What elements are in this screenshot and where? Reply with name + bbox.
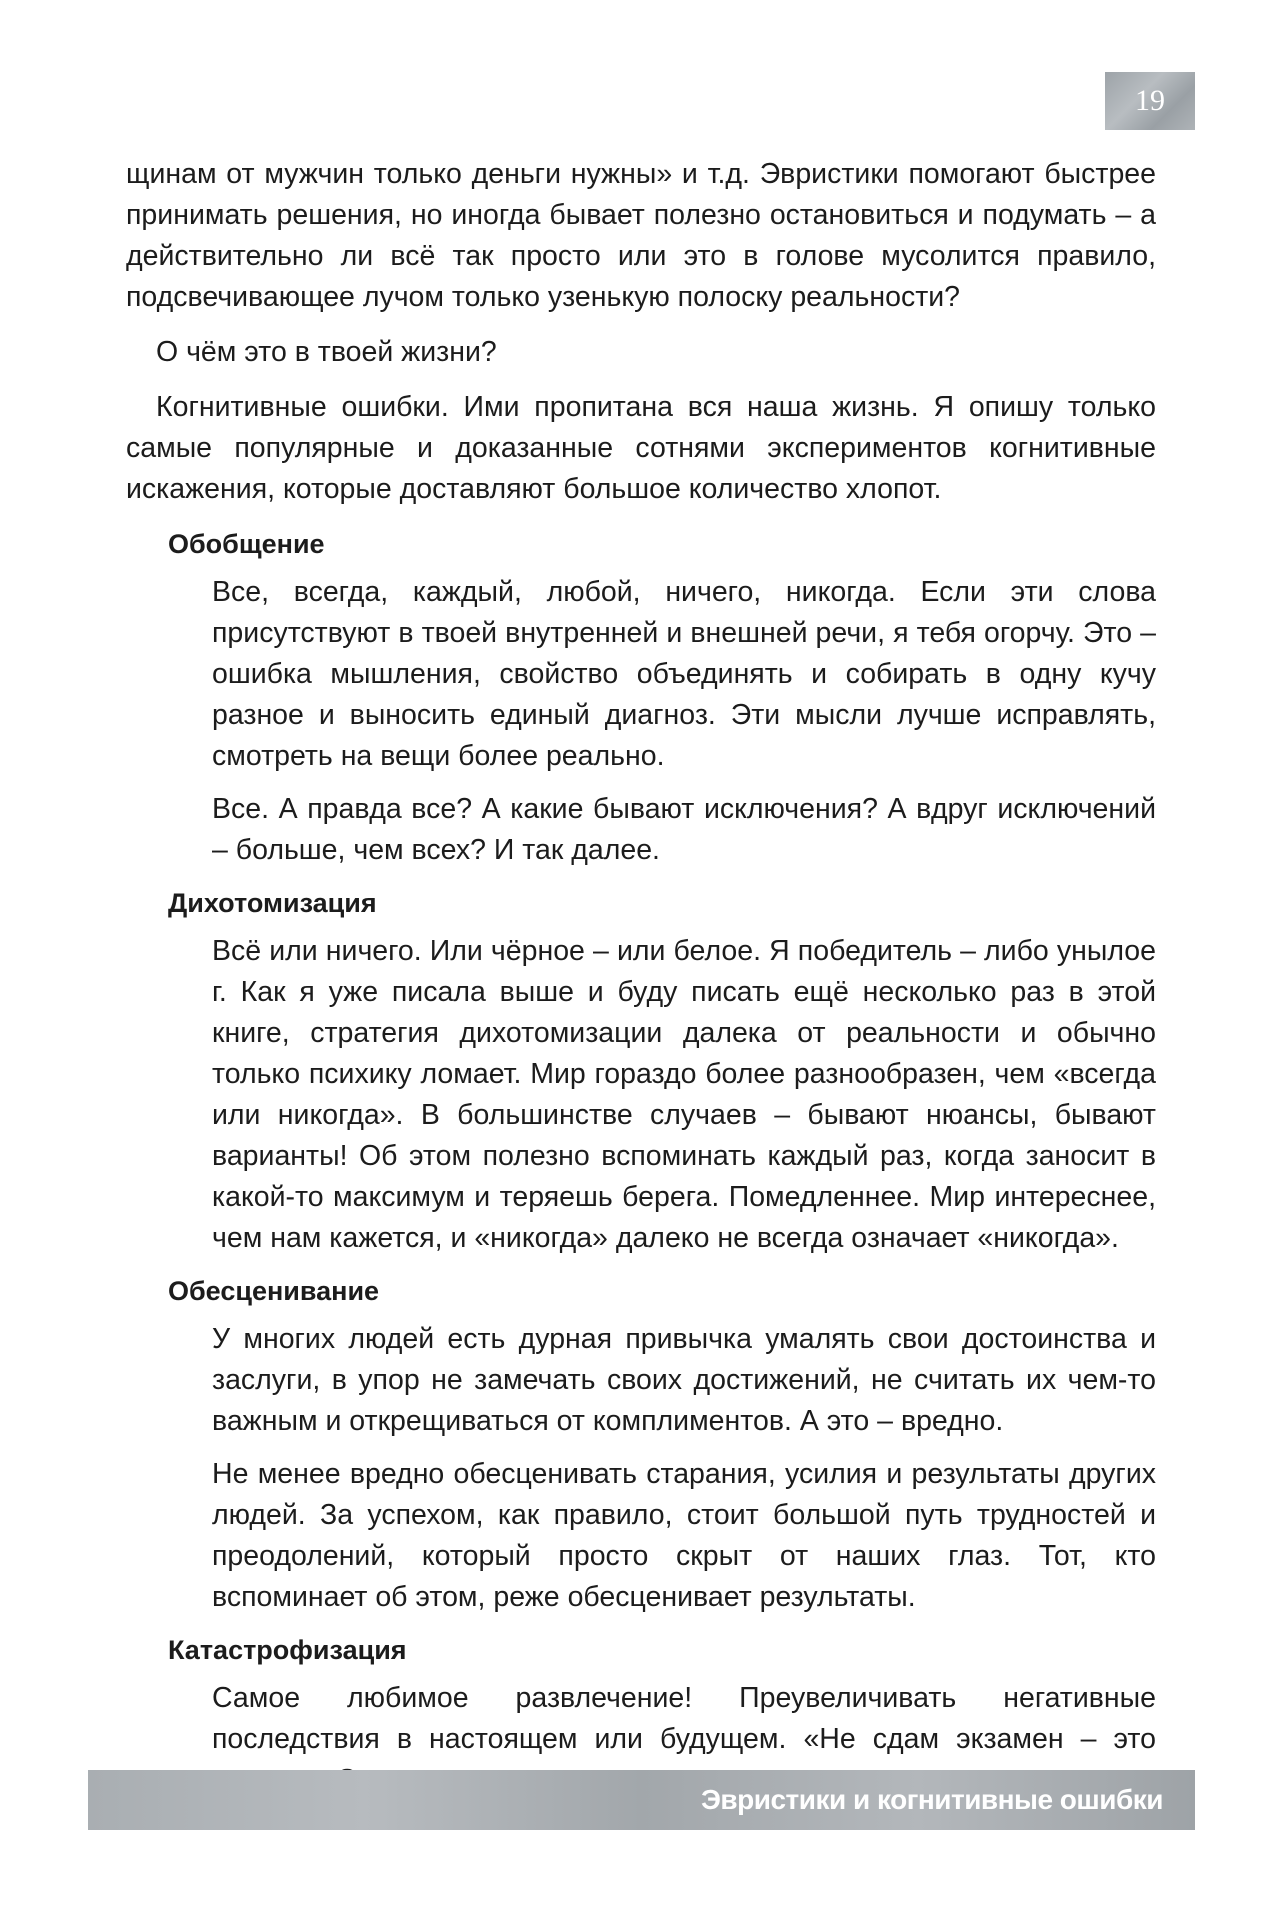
section-paragraph: Всё или ничего. Или чёрное – или белое. Я победитель – либо унылое г. Как я уже писала выше и буду писать ещё несколько раз в этой книге, стратегия дихотомизации далека от реальности и обычно только психику ломает. Мир гораздо более разнообразен, чем «всегда или никогда». В большинстве случаев – бывают нюансы, бывают варианты! Об этом полезно вспоминать каждый раз, когда заносит в какой-то максимум и теряешь берега. Помедленнее. Мир интереснее, чем нам кажется, и «никогда» далеко не всегда означает «никогда». [212, 935, 1156, 1254]
section-paragraph: Не менее вредно обесценивать старания, усилия и результаты других людей. За успехом, как правило, стоит большой путь трудностей и преодолений, который просто скрыт от наших глаз. Тот, кто вспоминает об этом, реже обесценивает результаты. [212, 1458, 1156, 1613]
section-paragraph: Самое любимое развлечение! Преувеличивать негативные последствия в настоящем или будущем. «Не сдам экзамен – это [212, 1682, 1156, 1755]
intro-paragraph-continuation: щинам от мужчин только деньги нужны» и т.д. Эвристики помогают быстрее принимать решения, но иногда бывает полезно остановиться и подумать – а действительно ли всё так просто или это в голове мусолится правило, подсвечивающее лучом только узенькую полоску реальности? [126, 158, 1156, 313]
section-paragraph: Все. А правда все? А какие бывают исключения? А вдруг исключений – больше, чем всех? И так далее. [212, 793, 1156, 866]
footer-band [88, 1770, 1195, 1830]
section-heading-dichotomization: Дихотомизация [168, 888, 377, 918]
section-body-dichotomization [126, 931, 1156, 1259]
section-paragraph: У многих людей есть дурная привычка умалять свои достоинства и заслуги, в упор не замечать своих достижений, не считать их чем-то важным и открещиваться от комплиментов. А это – вредно. [212, 1323, 1156, 1437]
section-heading-catastrophization: Катастрофизация [168, 1635, 407, 1665]
intro-paragraph-cognitive-errors: Когнитивные ошибки. Ими пропитана вся наша жизнь. Я опишу только самые популярные и доказанные сотнями экспериментов когнитивные искажения, которые доставляют большое количество хлопот. [126, 391, 1156, 505]
page-content [126, 154, 1156, 1813]
section-heading-generalization: Обобщение [168, 529, 325, 559]
section-paragraph: Все, всегда, каждый, любой, ничего, никогда. Если эти слова присутствуют в твоей внутренней и внешней речи, я тебя огорчу. Это – ошибка мышления, свойство объединять и собирать в одну кучу разное и выносить единый диагноз. Эти мысли лучше исправлять, смотреть на вещи более реально. [212, 576, 1156, 772]
section-heading-devaluation: Обесценивание [168, 1276, 380, 1306]
section-body-generalization [126, 572, 1156, 871]
page-number: 19 [1105, 72, 1195, 130]
section-body-devaluation [126, 1319, 1156, 1618]
intro-question: О чём это в твоей жизни? [156, 336, 497, 368]
chapter-title: Эвристики и когнитивные ошибки [701, 1784, 1163, 1815]
